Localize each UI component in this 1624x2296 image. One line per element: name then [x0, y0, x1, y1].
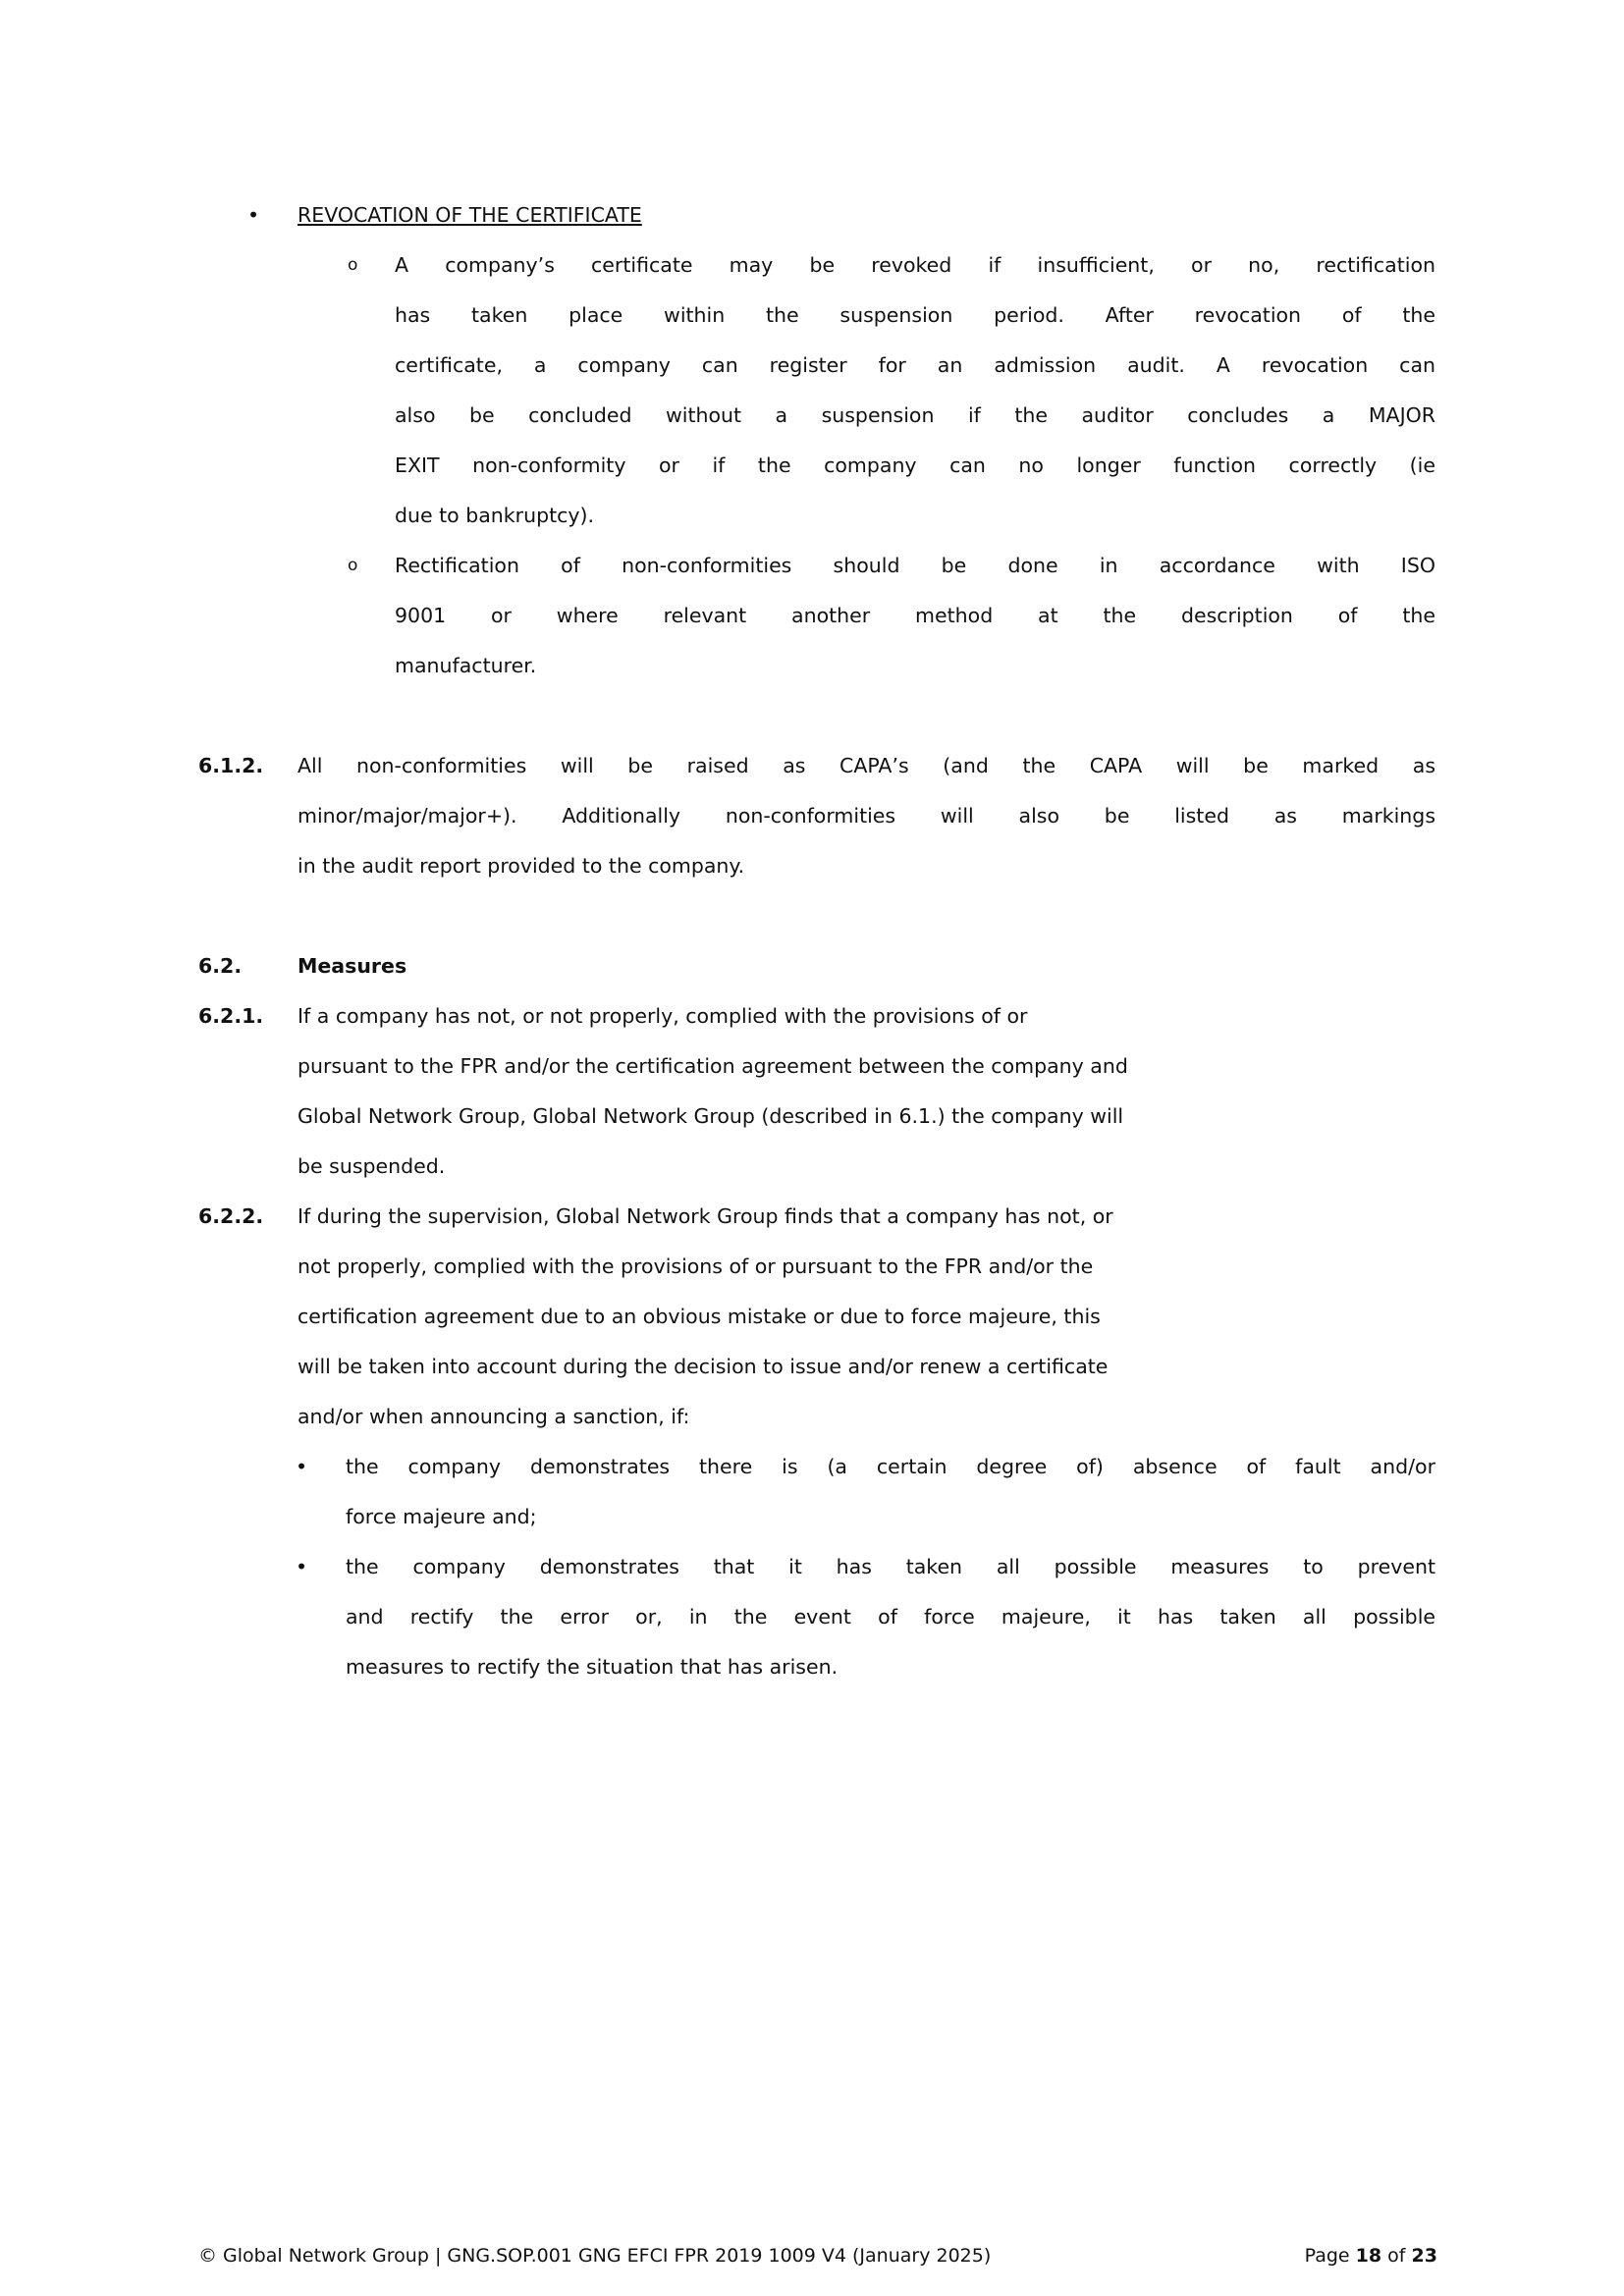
paragraph-line: If during the supervision, Global Network Group finds that a company has not, or [298, 1204, 1113, 1228]
paragraph-line: the company demonstrates that it has taken all possible measures to prevent [346, 1555, 1435, 1578]
current-page: 18 [1355, 2245, 1382, 2267]
paragraph-line: measures to rectify the situation that has arisen. [346, 1655, 839, 1679]
section-number-6-2-1: 6.2.1. [198, 1004, 264, 1028]
paragraph-line: pursuant to the FPR and/or the certification agreement between the company and [298, 1054, 1128, 1078]
paragraph-line: minor/major/major+). Additionally non-conformities will also be listed as markings [298, 804, 1435, 828]
page-label: Page [1304, 2245, 1350, 2267]
paragraph-line: Rectification of non-conformities should be done in accordance with ISO [395, 554, 1435, 577]
paragraph-line: 9001 or where relevant another method at the description of the [395, 604, 1435, 627]
paragraph-line: manufacturer. [395, 654, 537, 677]
section-title-measures: Measures [298, 954, 407, 978]
paragraph-line: EXIT non-conformity or if the company can no longer function correctly (ie [395, 454, 1435, 477]
paragraph-line: the company demonstrates there is (a certain degree of) absence of fault and/or [346, 1455, 1435, 1478]
footer-document-id: © Global Network Group | GNG.SOP.001 GNG EFCI FPR 2019 1009 V4 (January 2025) [198, 2245, 992, 2267]
paragraph-line: also be concluded without a suspension if the auditor concludes a MAJOR [395, 403, 1435, 427]
paragraph-line: not properly, complied with the provisions of or pursuant to the FPR and/or the [298, 1255, 1094, 1278]
paragraph-line: will be taken into account during the decision to issue and/or renew a certificate [298, 1355, 1109, 1378]
paragraph-line: has taken place within the suspension period. After revocation of the [395, 303, 1435, 327]
bullet-icon: • [296, 1555, 308, 1578]
paragraph-line: Global Network Group, Global Network Group (described in 6.1.) the company will [298, 1104, 1124, 1128]
paragraph-line: force majeure and; [346, 1505, 537, 1528]
paragraph-line: certification agreement due to an obvious mistake or due to force majeure, this [298, 1305, 1101, 1328]
total-pages: 23 [1411, 2245, 1437, 2267]
bullet-icon: • [296, 1455, 308, 1478]
circle-bullet-icon: o [348, 255, 358, 275]
paragraph-line: and rectify the error or, in the event of force majeure, it has taken all possible [346, 1605, 1435, 1629]
section-number-6-2-2: 6.2.2. [198, 1204, 264, 1228]
of-label: of [1387, 2245, 1406, 2267]
circle-bullet-icon: o [348, 556, 358, 575]
bullet-icon: • [247, 203, 260, 227]
section-number-6-2: 6.2. [198, 954, 243, 978]
page-number [1305, 2240, 1437, 2271]
paragraph-line: All non-conformities will be raised as CAPA’s (and the CAPA will be marked as [298, 754, 1435, 777]
paragraph-line: and/or when announcing a sanction, if: [298, 1405, 690, 1428]
paragraph-line: A company’s certificate may be revoked if insufficient, or no, rectification [395, 253, 1435, 277]
paragraph-line: in the audit report provided to the company. [298, 854, 745, 878]
section-number-6-1-2: 6.1.2. [198, 754, 264, 777]
paragraph-line: due to bankruptcy). [395, 504, 595, 527]
paragraph-line: be suspended. [298, 1154, 446, 1178]
revocation-heading: REVOCATION OF THE CERTIFICATE [298, 203, 642, 227]
paragraph-line: If a company has not, or not properly, complied with the provisions of or [298, 1004, 1028, 1028]
paragraph-line: certificate, a company can register for an admission audit. A revocation can [395, 353, 1435, 377]
page-footer [198, 2240, 1437, 2271]
